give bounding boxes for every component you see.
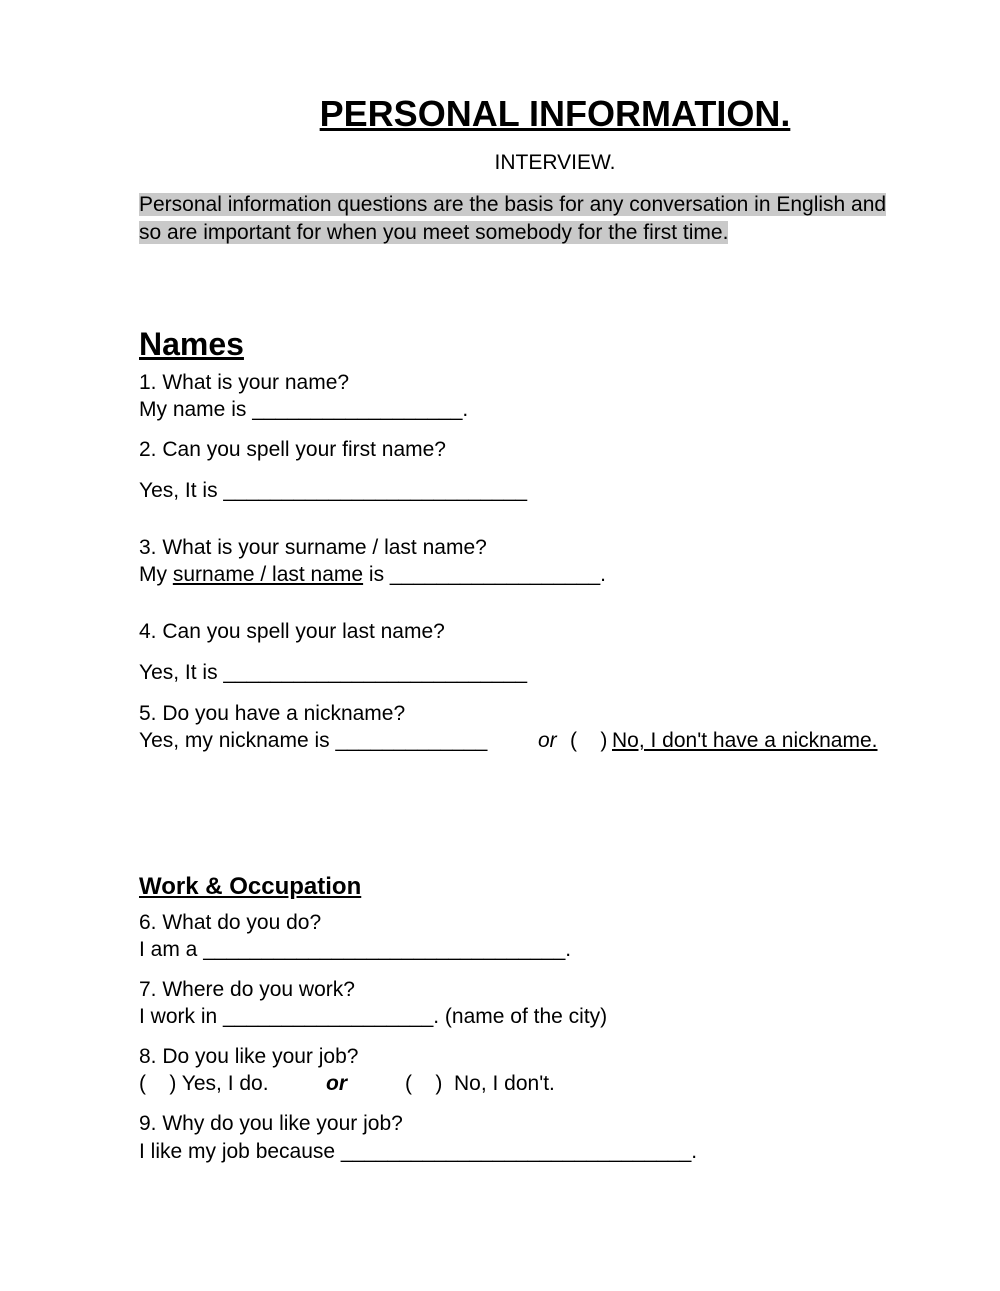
section-heading-names: Names	[139, 326, 244, 362]
intro-highlight-1: Personal information questions are the basis for any conversation in English and	[139, 193, 887, 216]
option-8-yes[interactable]: ( ) Yes, I do.	[139, 1072, 269, 1095]
intro-paragraph-line-1	[139, 191, 886, 219]
question-6: 6. What do you do?	[139, 911, 322, 934]
question-3: 3. What is your surname / last name?	[139, 536, 487, 559]
question-5: 5. Do you have a nickname?	[139, 702, 406, 725]
question-9: 9. Why do you like your job?	[139, 1112, 403, 1135]
answer-4[interactable]: Yes, It is __________________________	[139, 661, 528, 684]
intro-paragraph-line-2	[139, 219, 728, 247]
section-heading-work: Work & Occupation	[139, 873, 362, 900]
question-7: 7. Where do you work?	[139, 978, 355, 1001]
answer-3-prefix: My	[139, 563, 173, 586]
answer-7[interactable]: I work in __________________. (name of the city)	[139, 1005, 608, 1028]
answer-9[interactable]: I like my job because ______________________________.	[139, 1140, 698, 1163]
question-1: 1. What is your name?	[139, 371, 350, 394]
option-8-or: or	[326, 1072, 347, 1095]
question-4: 4. Can you spell your last name?	[139, 620, 445, 643]
answer-3[interactable]	[139, 562, 606, 588]
intro-highlight-2: so are important for when you meet somebody for the first time.	[139, 221, 729, 244]
answer-5-checkbox[interactable]: ( )	[570, 729, 608, 752]
question-8: 8. Do you like your job?	[139, 1045, 359, 1068]
page-subtitle: INTERVIEW.	[494, 151, 616, 174]
answer-5-no: No, I don't have a nickname.	[612, 729, 878, 752]
answer-2[interactable]: Yes, It is __________________________	[139, 479, 528, 502]
question-2: 2. Can you spell your first name?	[139, 438, 446, 461]
answer-6[interactable]: I am a _______________________________.	[139, 938, 572, 961]
answer-5-yes[interactable]: Yes, my nickname is _____________	[139, 729, 488, 752]
answer-5-or: or	[538, 729, 557, 752]
answer-1[interactable]: My name is __________________.	[139, 398, 469, 421]
answer-3-suffix: is __________________.	[363, 563, 606, 586]
option-8-no[interactable]: ( ) No, I don't.	[405, 1072, 555, 1095]
answer-3-underlined: surname / last name	[172, 563, 364, 586]
page-title: PERSONAL INFORMATION.	[319, 93, 791, 134]
